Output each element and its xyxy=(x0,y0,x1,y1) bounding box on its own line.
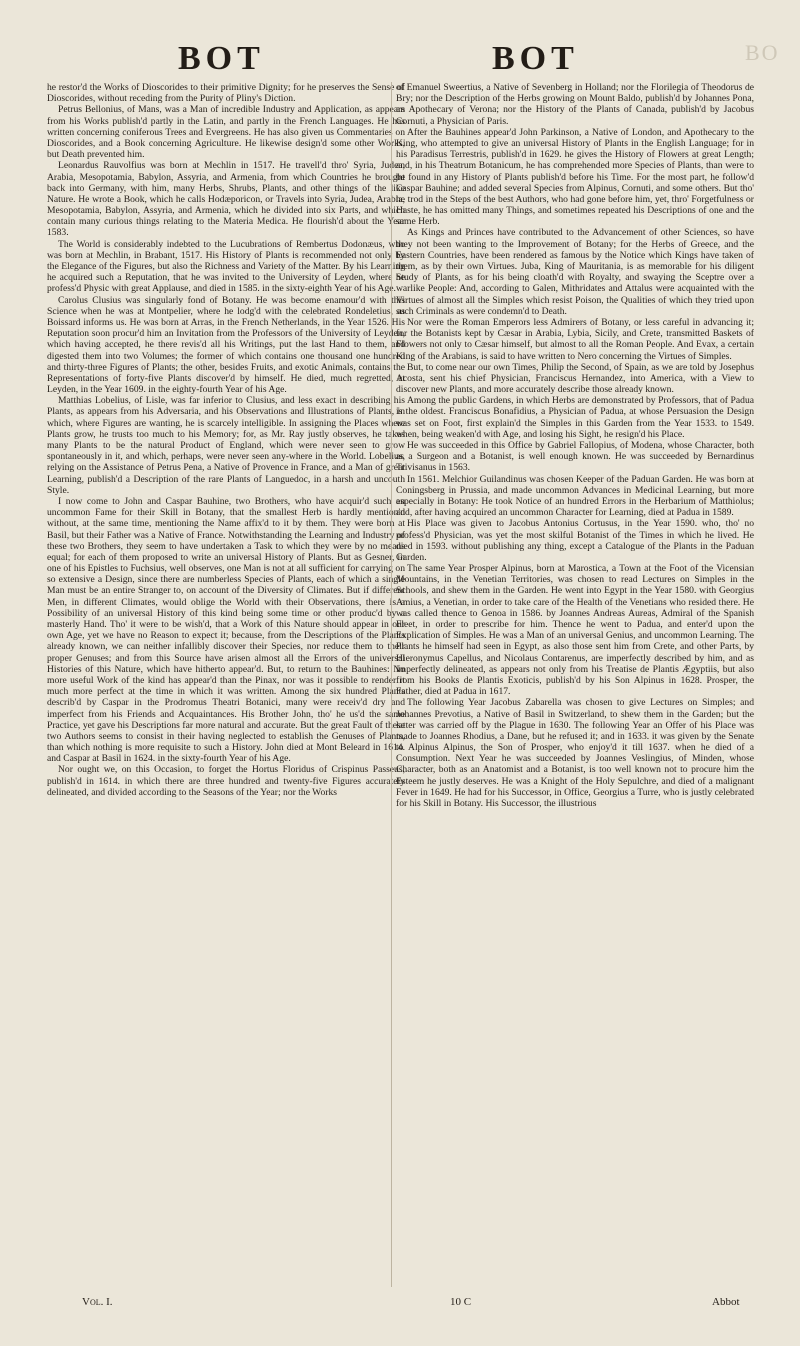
paragraph: After the Bauhines appear'd John Parkinson, a Native of London, and Apothecary to the King, who attempted to give an universal History of Plants in the English Language; for in his Paradisus Terrestris, publish'd in 1629. he gives the History of Flowers at great Length; and, in his Theatrum Botanicum, he has comprehended more Species of Plants, than were to be found in any History of Plants publish'd before his Time. For the most part, he follow'd Caspar Bauhine; and added several Species from Alpinus, Cornuti, and some others. But tho' he trod in the Steps of the best Authors, who had gone before him, yet, thro' Forgetfulness or Haste, he has omitted many Things, and sometimes repeated his Descriptions of one and the same Herb. xyxy=(396,126,754,228)
paragraph: The same Year Prosper Alpinus, born at Marostica, a Town at the Foot of the Vicensian Mountains, in the Venetian Territories, was chosen to read Lectures on Simples in the Schools, and shew them in the Garden. He went into Egypt in the Year 1580. with Georgius Amius, a Venetian, in order to take care of the Health of the Venetians who resided there. He was called thence to Genoa in 1586. by Joannes Andreas Aureas, Admiral of the Spanish Fleet, in order to prescribe for him. Thence he went to Padua, and enter'd upon the Explication of Simples. He was a Man of an universal Genius, and uncommon Learning. The Plants he himself had seen in Egypt, as also those sent him from Crete, and other Parts, by Hieronymus Capellus, and Nicolaus Contarenus, are imperfectly described by him, and as imperfectly delineated, as appears not only from his Treatise de Plantis Ægyptiis, but also from his Books de Plantis Exoticis, publish'd by his Son Alpinus in 1628. Prosper, the Father, died at Padua in 1617. xyxy=(396,563,754,698)
paragraph: Nor were the Roman Emperors less Admirers of Botany, or less careful in advancing it; for the Botanists kept by Cæsar in Arabia, Lybia, Sicily, and Crete, transmitted Baskets of Flowers not only to Cæsar himself, but almost to all the Roman People. And Evax, a certain King of the Arabians, is said to have written to Nero concerning the Virtues of Simples. xyxy=(396,316,754,362)
left-column xyxy=(47,82,405,1292)
signature-mark: 10 C xyxy=(450,1296,472,1308)
running-head-right: BOT xyxy=(492,40,579,77)
paragraph: In 1561. Melchior Guilandinus was chosen Keeper of the Paduan Garden. He was born at Coningsberg in Prussia, and made uncommon Advances in Medicinal Learning, but more especially in Botany: He took Notice of an hundred Errors in the Herbarium of Matthiolus; and, after having acquired an uncommon Character for Learning, died at Padua in 1589. xyxy=(396,473,754,519)
paragraph: But, to come near our own Times, Philip the Second, of Spain, as we are told by Josephus Acosta, sent his chief Physician, Franciscus Hernandez, into America, with a View to discover new Plants, and more accurately describe those already known. xyxy=(396,361,754,396)
paragraph: Nor ought we, on this Occasion, to forget the Hortus Floridus of Crispinus Passeus, publish'd in 1614. in which there are three hundred and twenty-five Figures accurately delineated, and divided according to the Seasons of the Year; nor the Works xyxy=(47,764,405,798)
paragraph: I now come to John and Caspar Bauhine, two Brothers, who have acquir'd such an uncommon Fame for their Skill in Botany, that the smallest Herb is hardly mention'd without, at the same time, mentioning the Name affix'd to it by them. They were born at Basil, but their Father was a Native of France. Notwithstanding the Learning and Industry of these two Brothers, they seem to have undertaken a Task to which they were by no means equal; for each of them proposed to write an universal History of Plants. But as Gesner, in one of his Epistles to Fuchsius, well observes, one Man is not at all sufficient for carrying on so extensive a Design, since there are numberless Species of Plants, each of which a single Man must be an entire Stranger to, on account of the Diversity of Climates. But if different Men, in different Climates, would oblige the World with their Observations, there is a Possibility of an universal History of this kind being some time or other produc'd by a masterly Hand. Tho' it were to be wish'd, that a Work of this Nature should appear in our own Age, yet we have no Reason to expect it; because, from the Descriptions of the Plants already known, we can neither infallibly discover their Species, nor reduce them to their proper Genuses; and from this Source have arisen almost all the Errors of the universal Histories of this Nature, which have hitherto appear'd. But, to return to the Bauhines: No more useful Work of the kind has appear'd than the Pinax, nor was it possible to render it much more perfect at the time in which it was written. Among the six hundred Plants describ'd by Caspar in the Prodromus Theatri Botanici, many were receiv'd dry and imperfect from his Friends and Acquaintances. His Brother John, tho' he us'd the same Practice, yet gave his Descriptions far more natural and accurate. But the great Fault of these two Authors seems to consist in their having neglected to establish the Genuses of Plants, than which nothing is more requisite to such a History. John died at Mont Beleard in 1614. and Caspar at Basil in 1624. in the sixty-fourth Year of his Age. xyxy=(47,495,405,765)
paragraph: Among the public Gardens, in which Herbs are demonstrated by Professors, that of Padua is the oldest. Franciscus Bonafidius, a Physician of Padua, at whose Persuasion the Design was set on Foot, first explain'd the Simples in this Garden from the Year 1533. to 1549. when, being weaken'd with Age, and losing his Sight, he resign'd his Place. xyxy=(396,395,754,440)
paragraph: Matthias Lobelius, of Lisle, was far inferior to Clusius, and less exact in describing his Plants, as appears from his Adversaria, and his Observations and Illustrations of Plants, in which, where Figures are wanting, he is scarcely intelligible. In assigning the Places where Plants grow, he trusts too much to his Memory; for, as Mr. Ray justly observes, he takes many Plants to be the natural Product of England, which were never seen to grow spontaneously in it, and which, perhaps, were never seen any-where in the World. Lobelius, relying on the Assistance of Petrus Pena, a Native of Provence in France, and a Man of great Learning, publish'd a Description of the rare Plants of Languedoc, in a harsh and uncouth Style. xyxy=(47,395,405,496)
paragraph: He was succeeded in this Office by Gabriel Fallopius, of Modena, whose Character, both as a Surgeon and a Botanist, is well enough known. He was succeeded by Bernardinus Trivisanus in 1563. xyxy=(396,440,754,474)
volume-label: Vol. I. xyxy=(82,1296,113,1308)
running-head-left: BOT xyxy=(178,40,265,77)
catchword: Abbot xyxy=(712,1296,740,1308)
show-through-text: BO xyxy=(745,40,780,65)
paragraph: The World is considerably indebted to the Lucubrations of Rembertus Dodonæus, who was born at Mechlin, in Brabant, 1517. His History of Plants is recommended not only by the Elegance of the Figures, but also the Richness and Variety of the Matter. By his Learning he acquired such a Reputation, that he was invited to the University of Leyden, where he profess'd Physic with great Applause, and died in 1585. in the sixty-eighth Year of his Age. xyxy=(47,238,405,295)
paragraph: His Place was given to Jacobus Antonius Cortusus, in the Year 1590. who, tho' no profess'd Physician, was yet the most skilful Botanist of the Times in which he lived. He died in 1593. without publishing any thing, except a Catalogue of the Plants in the Paduan Garden. xyxy=(396,518,754,563)
paragraph: Carolus Clusius was singularly fond of Botany. He was become enamour'd with this Science when he was at Montpelier, where he lodg'd with the celebrated Rondeletius, as Boissard informs us. He was born at Arras, in the French Netherlands, in the Year 1526. His Reputation soon procur'd him an Invitation from the Professors of the University of Leyden, which having accepted, he there revis'd all his Writings, put the last Hand to them, and digested them into two Volumes; the former of which contains one thousand one hundred and thirty-three Figures of Plants; the other, besides Fruits, and exotic Animals, contains the Representations of forty-five Plants discover'd by himself. He died, much regretted, at Leyden, in the Year 1609. in the eighty-fourth Year of his Age. xyxy=(47,294,405,396)
column-divider xyxy=(391,82,392,1287)
paragraph: of Emanuel Sweertius, a Native of Sevenberg in Holland; nor the Florilegia of Theodorus de Bry; nor the Description of the Herbs growing on Mount Baldo, publish'd by Johannes Pona, an Apothecary of Verona; nor the History of the Plants of Canada, publish'd by Jacobus Cornuti, a Physician of Paris. xyxy=(396,82,754,127)
paragraph: Petrus Bellonius, of Mans, was a Man of incredible Industry and Application, as appears from his Works publish'd partly in the Latin, and partly in the French Languages. He has written concerning coniferous Trees and Evergreens. He has also given us Commentaries on Dioscorides, and a Book concerning Agriculture. He likewise design'd some other Works, but Death prevented him. xyxy=(47,104,405,161)
paragraph: As Kings and Princes have contributed to the Advancement of other Sciences, so have they not been wanting to the Improvement of Botany; for the Herbs of Greece, and the Eastern Countries, have been rendered as famous by the Notice which Kings have taken of them, as by their own Virtues. Juba, King of Mauritania, is as memorable for his diligent Study of Plants, as for his being cloath'd with Royalty, and swaying the Sceptre over a warlike People: And, according to Galen, Mithridates and Attalus were acquainted with the Virtues of almost all the Simples which resist Poison, the Qualities of which they tried upon such Criminals as were condemn'd to Death. xyxy=(396,227,754,317)
right-column xyxy=(396,82,754,1292)
paragraph: he restor'd the Works of Dioscorides to their primitive Dignity; for he preserves the Sense of Dioscorides, without receding from the Purity of Pliny's Diction. xyxy=(47,82,405,105)
paragraph: Leonardus Rauvolfius was born at Mechlin in 1517. He travell'd thro' Syria, Judea, Arabia, Mesopotamia, Babylon, Assyria, and Armenia, from which Countries he brought back into Germany, with him, many Herbs, Shrubs, Plants, and other things of the like Nature. He wrote a Book, which he calls Hodæporicon, or Travels into Syria, Judea, Arabia, Mesopotamia, Babylon, Assyria, and Armenia, which he divided into six Parts, and which contain many curious things relating to the Materia Medica. He flourish'd about the Year 1583. xyxy=(47,160,405,239)
paragraph: The following Year Jacobus Zabarella was chosen to give Lectures on Simples; and Johannes Prevotius, a Native of Basil in Switzerland, to shew them in the Garden; but the latter was carried off by the Plague in 1630. The following Year an Offer of his Place was made to Joannes Rhodius, a Dane, but he refused it; and in 1633. it was given by the Senate to Alpinus Alpinus, the Son of Prosper, who enjoy'd it till 1637. when he died of a Consumption. Next Year he was succeeded by Joannes Veslingius, of Minden, whose Character, both as an Anatomist and a Botanist, is too well known not to procure him the Esteem he justly deserves. He was a Knight of the Holy Sepulchre, and died of a malignant Fever in 1649. He had for his Successor, in Office, Georgius a Turre, who is justly celebrated for his Skill in Botany. His Successor, the illustrious xyxy=(396,697,754,809)
